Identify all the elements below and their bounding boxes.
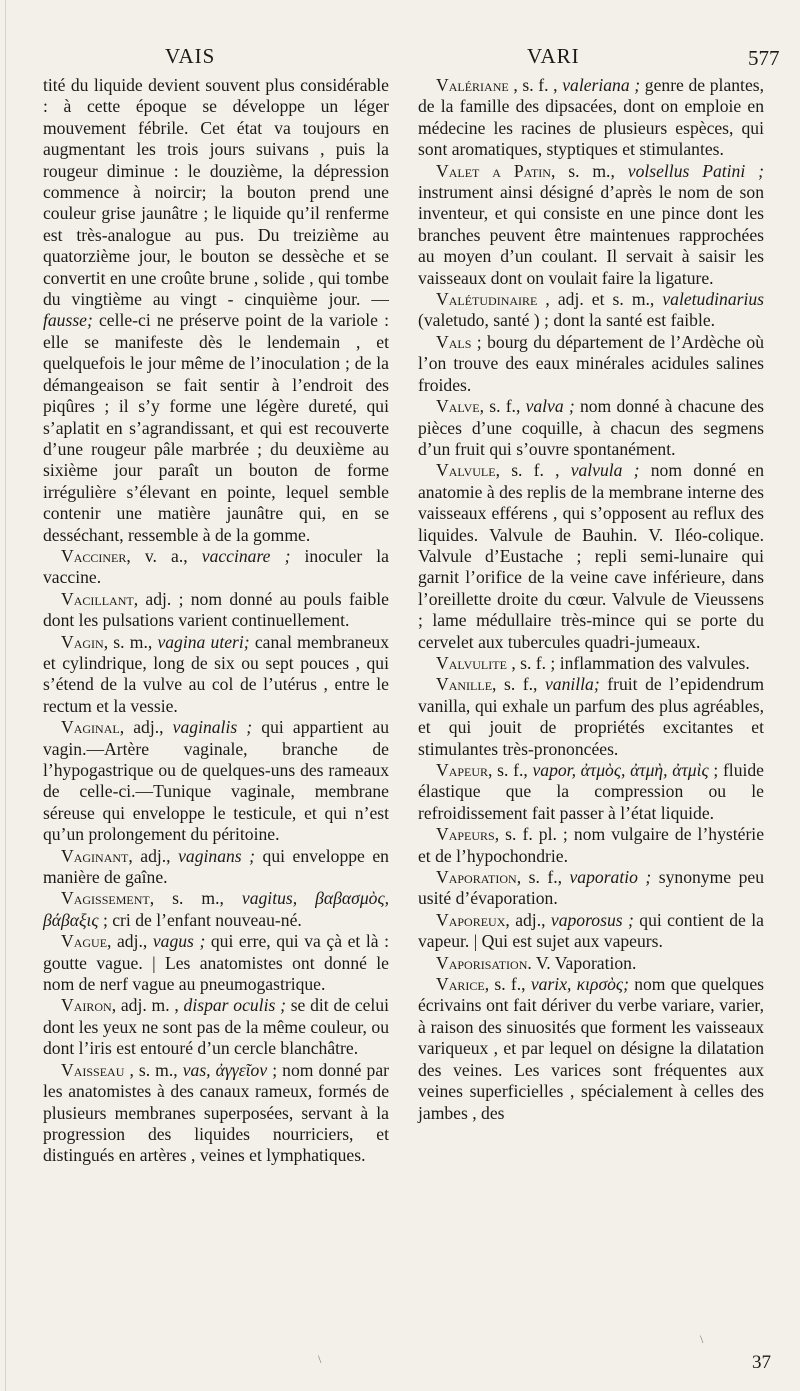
entry-definition: qui erre, qui va çà et là : goutte vague. | Les anatomistes ont donné le nom de nerf vague au pneumogastrique.: [43, 931, 389, 995]
stray-mark-right: \: [700, 1332, 704, 1346]
entry-text: , s. f. ,: [495, 460, 571, 481]
entry-text: tité du liquide devient souvent plus considérable : à cette époque se développe un léger mouvement fébrile. Cet état va toujours en augmentant les trois jours suivans , puis la rougeur diminue : le douzième, la dépression commence à noircir; la bouton prend une couleur grise jaunâtre ; le liquide qu’il renferme est très-analogue au pus. Du treizième au quatorzième jour, le bouton se dessèche et se convertit en une croûte brune , solide , qui tombe du vingtième au vingt - cinquième jour. —: [43, 75, 389, 310]
entry-latin-term: vaginans ;: [178, 845, 256, 866]
continued-paragraph: [43, 75, 389, 546]
dictionary-entry: [418, 332, 764, 396]
running-head-left: VAIS: [165, 44, 216, 68]
entry-text: , adj.,: [107, 931, 153, 952]
entry-latin-term: vanilla;: [544, 674, 600, 695]
entry-definition: qui appartient au vagin.—Artère vaginale, branche de l’hypogastrique ou de quelques-uns des rameaux de celle-ci.—Tunique vaginale, membrane séreuse qui enveloppe le testicule, et qui n’est qu’un prolongement du péritoine.: [43, 717, 389, 845]
stray-mark-left: \: [318, 1352, 322, 1366]
entry-text: , adj.,: [119, 717, 173, 738]
dictionary-entry: [43, 589, 389, 632]
entry-text: ; bourg du département de l’Ardèche où l’on trouve des eaux minérales acidules salines froides.: [418, 331, 764, 395]
entry-latin-term: vapor, ἀτμὸς, ἀτμὴ, ἀτμὶς: [532, 760, 709, 780]
entry-definition: ; nom donné par les anatomistes à des canaux rameux, formés de plusieurs membranes superposées, servant à la progression des liquides nourriciers, et distingués en artères , veines et lymphatiques.: [43, 1059, 389, 1166]
entry-headword: Vaginal: [61, 717, 120, 738]
entry-text: , adj. ; nom donné au pouls faible dont les pulsations varient continuellement.: [43, 588, 389, 631]
dictionary-entry: [418, 953, 764, 974]
entry-text: , s. f. ,: [508, 75, 563, 95]
dictionary-entry: [418, 910, 764, 953]
entry-headword: Vagissement: [61, 888, 150, 909]
entry-definition: se dit de celui dont les yeux ne sont pas de la même couleur, ou dont l’iris est entouré d’un cercle blanchâtre.: [43, 995, 390, 1059]
dictionary-entry: [43, 1060, 389, 1167]
entry-headword: Valétudinaire: [436, 289, 538, 310]
entry-latin-term: vaporosus ;: [550, 909, 634, 930]
dictionary-entry: [418, 396, 764, 460]
dictionary-entry: [418, 760, 764, 824]
entry-headword: Varice: [436, 974, 485, 995]
entry-latin-term: valva ;: [525, 396, 575, 417]
entry-headword: Valériane: [436, 75, 509, 95]
entry-definition: instrument ainsi désigné d’après le nom de son inventeur, et qui consiste en une pince dont les branches peuvent être maintenues rapprochées au moyen d’un coulant. Il servait à saisir les vaisseaux dont on voulait faire la ligature.: [418, 182, 764, 288]
entry-headword: Vaisseau: [61, 1059, 125, 1080]
entry-headword: Vals: [436, 331, 472, 352]
dictionary-entry: [43, 995, 389, 1059]
entry-headword: Vanille: [436, 674, 493, 695]
entry-text: , s. f.,: [479, 396, 526, 417]
dictionary-entry: [418, 674, 764, 760]
left-column: [43, 75, 389, 1167]
dictionary-entry: [418, 289, 764, 332]
entry-definition: synonyme peu usité d’évaporation.: [418, 867, 764, 909]
entry-headword: Vagin: [61, 631, 104, 652]
entry-headword: Vaporisation: [436, 952, 528, 973]
entry-latin-term: vaccinare ;: [201, 545, 291, 566]
entry-definition: fruit de l’epidendrum vanilla, qui exhale un parfum des plus agréables, et qui jouit de propriétés excitantes et stimulantes très-prononcées.: [418, 674, 765, 759]
entry-latin-term: vas, ἀγγεῖον: [182, 1059, 268, 1080]
entry-definition: canal membraneux et cylindrique, long de six ou sept pouces , qui s’étend de la vulve au col de l’utérus , entre le rectum et la vessie.: [43, 631, 390, 716]
running-head-right: VARI: [527, 44, 580, 68]
entry-text: , s. m.,: [550, 160, 628, 181]
entry-definition: ; fluide élastique que la compression ou le refroidissement fait passer à l’état liquide.: [418, 760, 764, 823]
entry-text: , v. a.,: [126, 545, 202, 566]
entry-headword: Valve: [436, 396, 480, 417]
entry-text: , s. f. pl. ; nom vulgaire de l’hystérie et de l’hypochondrie.: [418, 824, 764, 866]
entry-text: , adj.,: [505, 909, 551, 930]
entry-text: , s. m.,: [124, 1059, 183, 1080]
entry-text: , adj. et s. m.,: [537, 289, 663, 310]
dictionary-entry: [43, 717, 389, 845]
entry-headword: Vacciner: [61, 545, 127, 566]
dictionary-entry: [43, 846, 389, 889]
dictionary-entry: [418, 460, 764, 653]
entry-definition: nom donné à chacune des pièces d’une coquille, à chacun des segmens d’un fruit qui s’ouvre spontanément.: [418, 396, 765, 459]
entry-latin-term: vagitus, βαβασμὸς, βάβαξις: [43, 888, 389, 930]
dictionary-entry: [43, 888, 389, 931]
entry-headword: Vapeur: [436, 760, 489, 780]
entry-text: . V. Vaporation.: [527, 952, 637, 973]
entry-text: , adj.,: [128, 845, 179, 866]
entry-latin-term: vaporatio ;: [569, 867, 652, 888]
entry-headword: Vague: [61, 931, 108, 952]
signature-mark: 37: [752, 1352, 771, 1373]
entry-latin-term: varix, κιρσὸς;: [530, 974, 629, 995]
dictionary-entry: [43, 931, 389, 995]
entry-headword: Vacillant: [61, 588, 134, 609]
entry-latin-term: volsellus Patini ;: [627, 160, 764, 181]
entry-text: , s. m.,: [103, 631, 158, 652]
entry-text: , s. f. ; inflammation des valvules.: [506, 652, 750, 673]
entry-headword: Vaginant: [61, 845, 129, 866]
entry-headword: Valvulite: [436, 652, 507, 673]
entry-latin-term: valetudinarius: [662, 289, 764, 310]
dictionary-entry: [43, 546, 389, 589]
page-edge-line: [5, 0, 6, 1391]
entry-latin-term: valvula ;: [570, 460, 640, 481]
entry-text: , s. f.,: [516, 867, 570, 888]
entry-headword: Vapeurs: [436, 824, 495, 845]
dictionary-entry: [418, 653, 764, 674]
entry-text: , s. f.,: [488, 760, 533, 780]
entry-headword: Vaporeux: [436, 909, 506, 930]
entry-text: , s. f.,: [484, 974, 531, 995]
entry-latin-term: dispar oculis ;: [183, 995, 286, 1016]
dictionary-entry: [418, 75, 764, 161]
dictionary-entry: [43, 632, 389, 718]
entry-headword: Vairon: [61, 995, 112, 1016]
entry-headword: Vaporation: [436, 867, 517, 888]
entry-definition: nom donné en anatomie à des replis de la membrane interne des vaisseaux efférens , qui s’opposent au reflux des liquides. Valvule de Bauhin. V. Iléo-colique. Valvule d’Eustache ; repli semi-lunaire qui garnit l’orifice de la veine cave inférieure, dans l’oreillette droite du cœur. Valvule de Vieussens ; lame médullaire très-mince qui se porte du cervelet aux tubercules quadri-jumeaux.: [418, 460, 764, 652]
entry-latin-term: fausse;: [43, 310, 93, 331]
page-number: 577: [748, 46, 780, 70]
dictionary-entry: [418, 974, 764, 1124]
entry-headword: Valet a Patin: [436, 160, 551, 181]
dictionary-entry: [418, 824, 764, 867]
entry-latin-term: valeriana ;: [562, 75, 641, 95]
right-column: [418, 75, 764, 1124]
entry-latin-term: vaginalis ;: [172, 717, 253, 738]
entry-latin-term: vagus ;: [152, 931, 206, 952]
entry-latin-term: vagina uteri;: [157, 631, 250, 652]
entry-definition: genre de plantes, de la famille des dipsacées, dont on emploie en médecine les racines de plusieurs espèces, qui sont aromatiques, styptiques et stimulantes.: [418, 75, 764, 160]
entry-definition: nom que quelques écrivains ont fait dériver du verbe variare, varier, à raison des sinuosités que forment les vaisseaux variqueux , et par lequel on désigne la dilatation des veines. Les varices sont fréquentes aux veines superficielles , spécialement à celles des jambes , des: [418, 974, 764, 1123]
entry-definition: celle-ci ne préserve point de la variole : elle se manifeste dès le lendemain , et quelquefois le jour même de l’inoculation ; de la démangeaison se fait sentir à l’endroit des piqûres ; il s’y forme une légère dureté, qui s’aplatit en s’agrandissant, et qui est recouverte d’une rougeur pâle marbrée ; du deuxième au sixième jour paraît un bouton de forme irrégulière s’élevant en pointe, lequel semble contenir une matière jaunâtre qui, en se desséchant, ressemble à de la gomme.: [43, 310, 389, 545]
entry-text: , adj. m. ,: [111, 995, 184, 1016]
entry-definition: (valetudo, santé ) ; dont la santé est faible.: [418, 310, 716, 331]
entry-text: , s. m.,: [149, 888, 242, 909]
entry-definition: ; cri de l’enfant nouveau-né.: [98, 909, 302, 930]
entry-definition: inoculer la vaccine.: [43, 545, 389, 588]
entry-headword: Valvule: [436, 460, 496, 481]
dictionary-entry: [418, 867, 764, 910]
dictionary-entry: [418, 161, 764, 289]
entry-text: , s. f.,: [492, 674, 545, 695]
entry-definition: qui enveloppe en manière de gaîne.: [43, 845, 389, 888]
entry-definition: qui contient de la vapeur. | Qui est sujet aux vapeurs.: [418, 909, 764, 952]
